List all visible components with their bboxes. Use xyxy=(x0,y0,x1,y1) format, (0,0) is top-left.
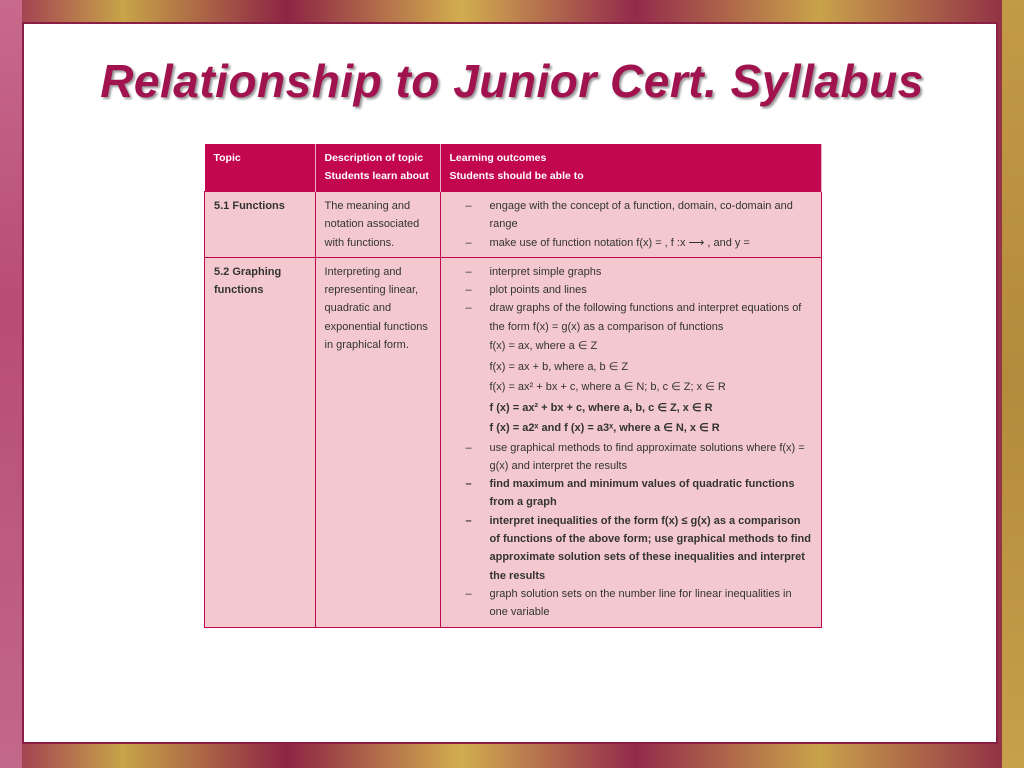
outcome-item: – plot points and lines xyxy=(450,281,813,299)
table-row xyxy=(205,192,822,258)
formula-item: f(x) = ax + b, where a, b ∈ Z xyxy=(489,360,629,373)
table-header-row xyxy=(205,144,822,192)
header-topic-label: Topic xyxy=(213,152,241,164)
formula-item: f(x) = ax² + bx + c, where a ∈ N; b, c ∈ Z; x ∈ R xyxy=(489,381,726,394)
syllabus-table xyxy=(204,144,822,628)
slide-border-right xyxy=(1002,0,1024,768)
header-outcomes-sublabel: Students should be able to xyxy=(449,170,584,182)
outcome-item: – interpret inequalities of the form f(x) ≤ g(x) as a comparison of functions of the above form; use graphical methods to find approximate solution sets of these inequalities and interpret the results xyxy=(450,512,813,585)
outcomes-list xyxy=(450,197,813,252)
header-outcomes-label: Learning outcomes xyxy=(449,152,547,164)
outcome-item: – draw graphs of the following functions and interpret equations of the form f(x) = g(x) as a comparison of functions xyxy=(450,299,813,336)
header-outcomes xyxy=(440,144,822,192)
slide-canvas xyxy=(22,22,998,744)
outcome-item: – interpret simple graphs xyxy=(450,263,813,281)
outcome-item: – engage with the concept of a function, domain, co-domain and range xyxy=(450,197,813,234)
formula-item: f (x) = ax² + bx + c, where a, b, c ∈ Z, x ∈ R xyxy=(489,401,713,414)
slide-title: Relationship to Junior Cert. Syllabus xyxy=(100,55,924,107)
outcome-item: – make use of function notation f(x) = , f :x ⟶ , and y = xyxy=(450,234,813,252)
header-description-sublabel: Students learn about xyxy=(324,170,429,182)
row-topic: 5.1 Functions xyxy=(205,192,316,258)
row-topic: 5.2 Graphing functions xyxy=(205,257,316,627)
formula-item: f(x) = ax, where a ∈ Z xyxy=(489,340,598,353)
row-outcomes xyxy=(440,257,822,627)
header-description xyxy=(315,144,440,192)
formula-item: f (x) = a2ˣ and f (x) = a3ˣ, where a ∈ N, x ∈ R xyxy=(489,422,720,435)
outcomes-list xyxy=(450,263,813,622)
slide-border-left xyxy=(0,0,22,768)
row-outcomes xyxy=(440,192,822,258)
header-description-label: Description of topic xyxy=(324,152,424,164)
row-description: The meaning and notation associated with functions. xyxy=(315,192,440,258)
outcome-item: – find maximum and minimum values of quadratic functions from a graph xyxy=(450,475,813,512)
outcome-item: – graph solution sets on the number line for linear inequalities in one variable xyxy=(450,585,813,622)
outcome-item: – use graphical methods to find approximate solutions where f(x) = g(x) and interpret the results xyxy=(450,439,813,476)
header-topic xyxy=(205,144,316,192)
table-row xyxy=(205,257,822,627)
row-description: Interpreting and representing linear, quadratic and exponential functions in graphical form. xyxy=(315,257,440,627)
